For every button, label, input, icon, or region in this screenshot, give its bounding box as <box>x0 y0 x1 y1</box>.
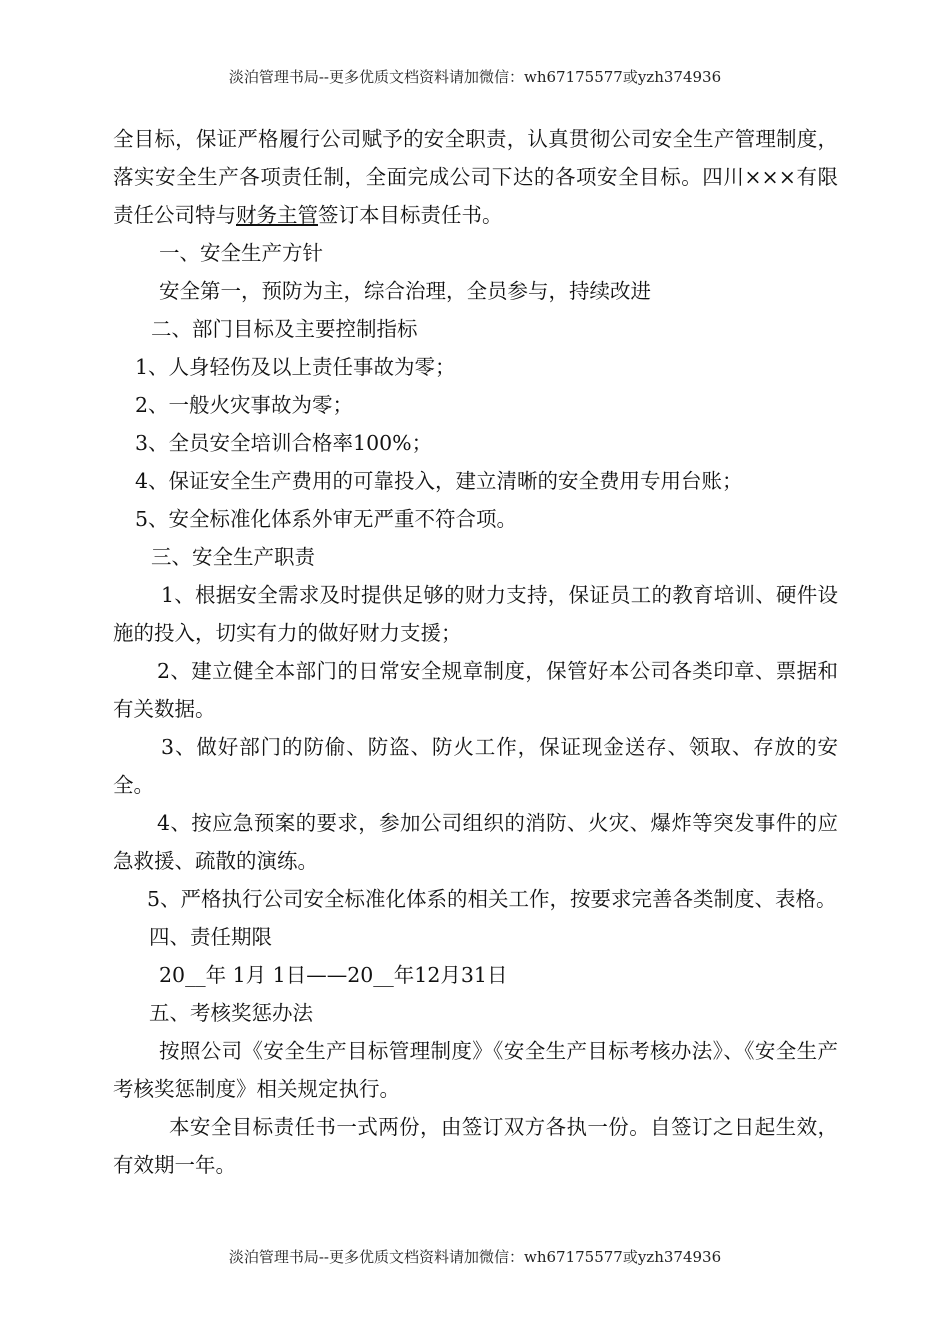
section-4-heading: 四、责任期限 <box>149 925 272 949</box>
section-1-body: 安全第一，预防为主，综合治理，全员参与，持续改进 <box>159 279 651 303</box>
section-5-body: 按照公司《安全生产目标管理制度》《安全生产目标考核办法》、《安全生产考核奖惩制度》相关规定执行。 <box>113 1039 838 1101</box>
section-1-heading: 一、安全生产方针 <box>159 241 323 265</box>
page-footer: 淡泊管理书局--更多优质文档资料请加微信：wh67175577或yzh374936 <box>228 1248 722 1266</box>
intro-text: 全目标，保证严格履行公司赋予的安全职责，认真贯彻公司安全生产管理制度，落实安全生产各项责任制，全面完成公司下达的各项安全目标。四川×××有限责任公司特与 <box>113 127 838 227</box>
intro-paragraph <box>113 120 838 234</box>
intro-text-end: 签订本目标责任书。 <box>318 203 503 227</box>
section-3-item-2: 2、建立健全本部门的日常安全规章制度，保管好本公司各类印章、票据和有关数据。 <box>113 659 838 721</box>
intro-underlined-role: 财务主管 <box>236 203 318 227</box>
section-2-heading: 二、部门目标及主要控制指标 <box>151 317 418 341</box>
section-3-item-1: 1、根据安全需求及时提供足够的财力支持，保证员工的教育培训、硬件设施的投入，切实有力的做好财力支援； <box>113 583 838 645</box>
section-3-item-5: 5、严格执行公司安全标准化体系的相关工作，按要求完善各类制度、表格。 <box>147 887 837 911</box>
section-5-heading: 五、考核奖惩办法 <box>149 1001 313 1025</box>
section-2-item-5: 5、安全标准化体系外审无严重不符合项。 <box>135 507 518 531</box>
document-body <box>113 120 838 1184</box>
section-3-item-4: 4、按应急预案的要求，参加公司组织的消防、火灾、爆炸等突发事件的应急救援、疏散的演练。 <box>113 811 838 873</box>
section-2-item-1: 1、人身轻伤及以上责任事故为零； <box>135 355 456 379</box>
page-header: 淡泊管理书局--更多优质文档资料请加微信：wh67175577或yzh374936 <box>228 68 722 86</box>
section-2-item-2: 2、一般火灾事故为零； <box>135 393 354 417</box>
section-3-heading: 三、安全生产职责 <box>151 545 315 569</box>
closing-paragraph: 本安全目标责任书一式两份，由签订双方各执一份。自签订之日起生效，有效期一年。 <box>113 1115 838 1177</box>
section-2-item-4: 4、保证安全生产费用的可靠投入，建立清晰的安全费用专用台账； <box>135 469 743 493</box>
section-3-item-3: 3、做好部门的防偷、防盗、防火工作，保证现金送存、领取、存放的安全。 <box>113 735 838 797</box>
section-4-body: 20__年 1月 1日——20__年12月31日 <box>159 963 508 987</box>
section-2-item-3: 3、全员安全培训合格率100%； <box>135 431 433 455</box>
